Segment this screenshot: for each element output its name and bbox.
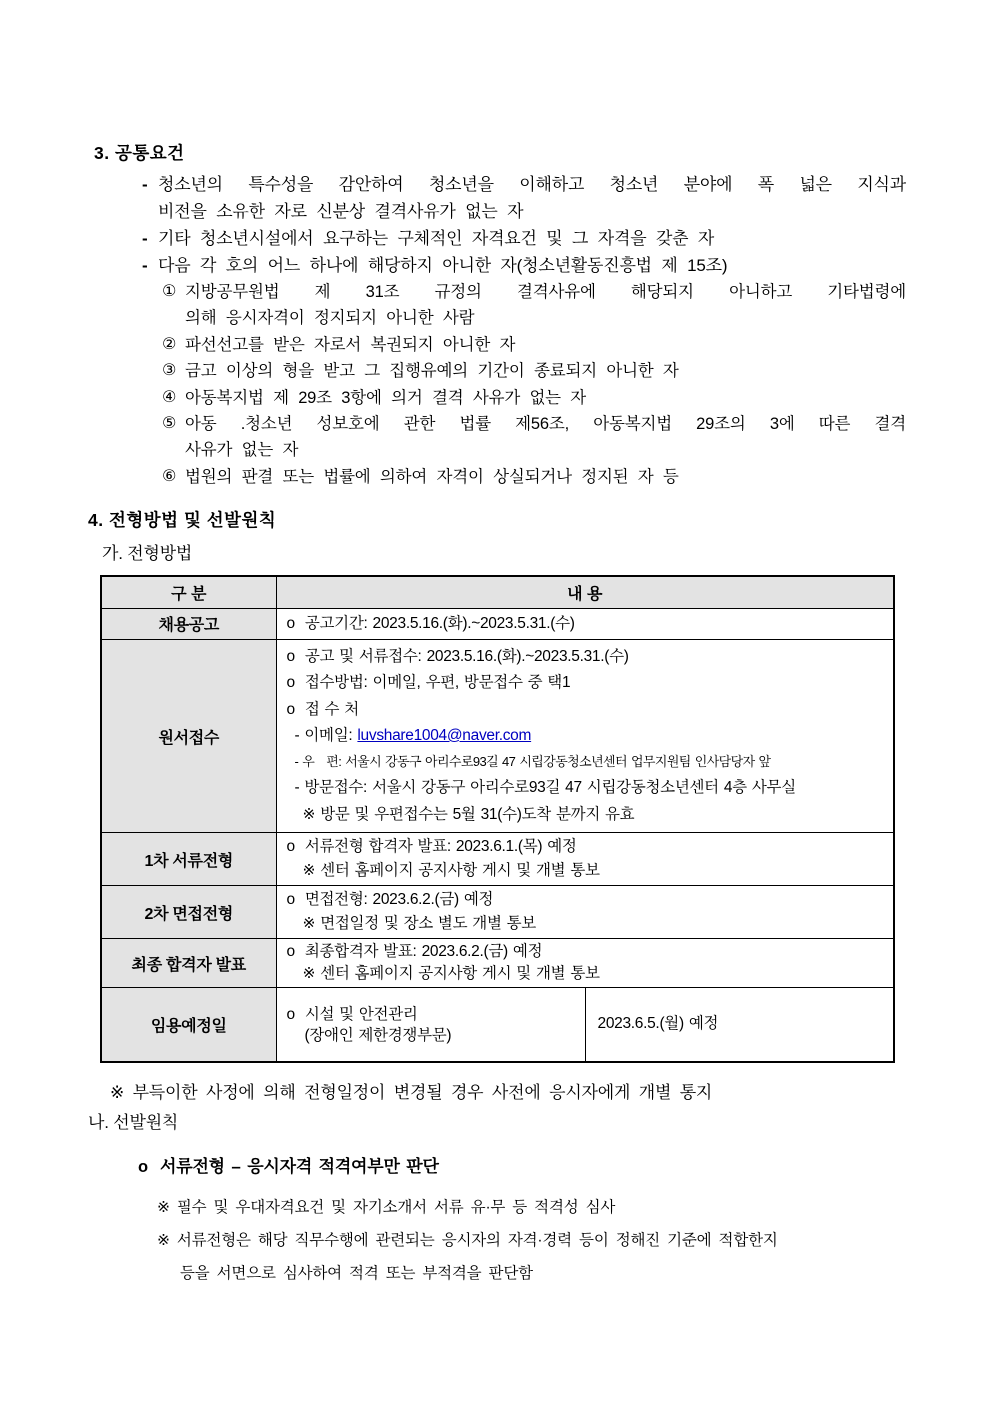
email-link[interactable]: luvshare1004@naver.com <box>357 726 532 744</box>
principle-heading-row <box>138 1155 906 1179</box>
list-item <box>142 171 906 225</box>
table-cell-line: - 우 편: 서울시 강동구 아리수로93길 47 시립강동청소년센터 업무지원팀 인사담당자 앞 <box>294 754 771 770</box>
table-cell-line: o 면접전형: 2023.6.2.(금) 예정 <box>286 891 494 909</box>
row-label: 원서접수 <box>101 640 276 833</box>
section4-sub-a: 가. 전형방법 <box>102 544 193 564</box>
numbered-item-line: 파선선고를 받은 자로서 복권되지 아니한 자 <box>185 335 516 354</box>
principle-note-line: ※ 필수 및 우대자격요건 및 자기소개서 서류 유·무 등 적격성 심사 <box>157 1199 616 1217</box>
circled-number: ④ <box>162 388 177 406</box>
numbered-item <box>162 358 906 384</box>
numbered-item-line: 지방공무원법 제 31조 규정의 결격사유에 해당되지 아니하고 기타법령에 <box>185 283 906 301</box>
dash-bullet: - <box>142 175 148 194</box>
section4-sub-b: 나. 선발원칙 <box>88 1113 179 1133</box>
circled-number: ⑥ <box>162 467 177 485</box>
numbered-item-line: 법원의 판결 또는 법률에 의하여 자격이 상실되거나 정지된 자 등 <box>185 467 679 486</box>
table-cell-line: ※ 면접일정 및 장소 별도 개별 통보 <box>302 915 536 933</box>
table-row <box>101 640 894 833</box>
numbered-item <box>162 464 906 490</box>
email-label: - 이메일: <box>294 726 358 744</box>
list-item-line: 청소년의 특수성을 감안하여 청소년을 이해하고 청소년 분야에 폭 넓은 지식과 <box>158 175 906 194</box>
numbered-item <box>162 385 906 411</box>
table-row <box>101 939 894 988</box>
row-label: 임용예정일 <box>101 988 276 1063</box>
row-label: 2차 면접전형 <box>101 886 276 939</box>
principle-notes <box>157 1191 906 1290</box>
circle-bullet: o <box>138 1158 149 1177</box>
table-cell-line: o 시설 및 안전관리 <box>286 1005 418 1023</box>
table-row <box>101 988 894 1063</box>
table-cell-line <box>287 723 888 749</box>
numbered-item-line: 금고 이상의 형을 받고 그 집행유예의 기간이 종료되지 아니한 자 <box>185 362 679 381</box>
numbered-item <box>162 411 906 464</box>
numbered-item <box>162 332 906 358</box>
list-item-line: 비전을 소유한 자로 신분상 결격사유가 없는 자 <box>158 202 524 221</box>
table-cell-line: ※ 센터 홈페이지 공지사항 게시 및 개별 통보 <box>302 862 600 880</box>
numbered-item-line: 아동복지법 제 29조 3항에 의거 결격 사유가 없는 자 <box>185 388 587 407</box>
list-item-line: 기타 청소년시설에서 요구하는 구체적인 자격요건 및 그 자격을 갖춘 자 <box>158 229 715 248</box>
principle-note-line: 등을 서면으로 심사하여 적격 또는 부적격을 판단함 <box>180 1265 533 1283</box>
section3-heading: 3. 공통요건 <box>94 143 185 163</box>
dash-bullet: - <box>142 256 148 275</box>
circled-number: ① <box>162 283 177 300</box>
principle-heading: 서류전형 – 응시자격 적격여부만 판단 <box>160 1157 439 1177</box>
document-content <box>88 140 906 1290</box>
table-cell-line: o 최종합격자 발표: 2023.6.2.(금) 예정 <box>286 943 543 961</box>
row-label: 1차 서류전형 <box>101 833 276 886</box>
numbered-item-line: 의해 응시자격이 정지되지 아니한 사람 <box>185 309 475 328</box>
section3-numbered-list <box>162 279 906 490</box>
appointment-date-cell <box>586 988 894 1061</box>
table-cell-line: - 방문접수: 서울시 강동구 아리수로93길 47 시립강동청소년센터 4층 사무실 <box>294 779 796 797</box>
table-row <box>101 886 894 939</box>
appointment-position-cell <box>277 988 586 1061</box>
table-cell-line: ※ 방문 및 우편접수는 5월 31(수)도착 분까지 유효 <box>302 805 635 823</box>
table-cell-line: o 서류전형 합격자 발표: 2023.6.1.(목) 예정 <box>286 838 577 856</box>
table-row <box>101 833 894 886</box>
table-cell-line: o 접수방법: 이메일, 우편, 방문접수 중 택1 <box>286 674 571 692</box>
principle-note-line: ※ 서류전형은 해당 직무수행에 관련되는 응시자의 자격·경력 등이 정해진 기준에 적합한지 <box>157 1232 778 1250</box>
numbered-item <box>162 279 906 332</box>
list-item-line: 다음 각 호의 어느 하나에 해당하지 아니한 자(청소년활동진흥법 제 15조) <box>158 256 728 275</box>
table-cell-line: o 접 수 처 <box>286 700 359 718</box>
table-cell-line: o 공고기간: 2023.5.16.(화).~2023.5.31.(수) <box>286 614 575 632</box>
list-item <box>142 252 906 279</box>
circled-number: ③ <box>162 362 177 380</box>
selection-method-table <box>100 575 895 1063</box>
table-cell-line: o 공고 및 서류접수: 2023.5.16.(화).~2023.5.31.(수) <box>286 648 629 665</box>
circled-number: ② <box>162 335 177 353</box>
section3-dash-list <box>142 171 906 279</box>
table-header-category: 구 분 <box>101 576 276 608</box>
row-label: 채용공고 <box>101 608 276 639</box>
table-cell-line: 2023.6.5.(월) 예정 <box>597 1015 719 1033</box>
table-header-content: 내 용 <box>276 576 894 608</box>
section4-heading: 4. 전형방법 및 선발원칙 <box>88 510 277 531</box>
list-item <box>142 225 906 252</box>
numbered-item-line: 사유가 없는 자 <box>185 441 299 460</box>
table-cell-line: ※ 센터 홈페이지 공지사항 게시 및 개별 통보 <box>302 965 600 983</box>
numbered-item-line: 아동 .청소년 성보호에 관한 법률 제56조, 아동복지법 29조의 3에 따른 결격 <box>185 415 906 434</box>
table-cell-line: (장애인 제한경쟁부문) <box>304 1026 452 1044</box>
row-label: 최종 합격자 발표 <box>101 939 276 988</box>
dash-bullet: - <box>142 229 148 248</box>
circled-number: ⑤ <box>162 415 177 433</box>
schedule-change-note: ※ 부득이한 사정에 의해 전형일정이 변경될 경우 사전에 응시자에게 개별 통지 <box>110 1083 713 1103</box>
table-row <box>101 608 894 639</box>
